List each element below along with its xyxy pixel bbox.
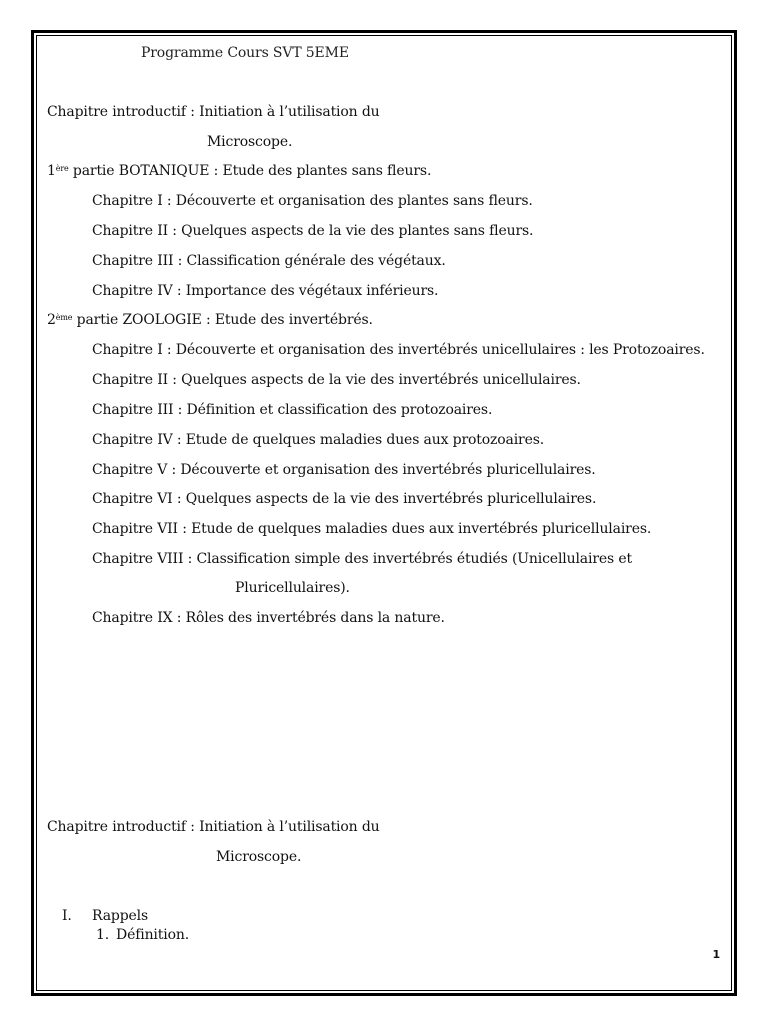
part2-chapter: Chapitre VI : Quelques aspects de la vie des invertébrés pluricellulaires. [92, 491, 597, 507]
part2-chapter: Chapitre VIII : Classification simple des invertébrés étudiés (Unicellulaires et [92, 551, 632, 567]
part2-chapter: Chapitre III : Définition et classification des protozoaires. [92, 402, 493, 418]
part2-heading [47, 311, 373, 329]
intro-chapter-line1: Chapitre introductif : Initiation à l’utilisation du [47, 104, 380, 120]
part1-chapter: Chapitre III : Classification générale des végétaux. [92, 253, 446, 269]
outline-num-label: Définition. [116, 927, 190, 943]
part2-number: 2 [47, 312, 56, 328]
part2-superscript: ème [55, 313, 73, 322]
part2-chapter: Chapitre IX : Rôles des invertébrés dans la nature. [92, 610, 445, 626]
intro-chapter-repeat-line1: Chapitre introductif : Initiation à l’utilisation du [47, 819, 380, 835]
part2-chapter: Chapitre VII : Etude de quelques maladies dues aux invertébrés pluricellulaires. [92, 521, 652, 537]
part1-text: partie BOTANIQUE : Etude des plantes sans fleurs. [68, 163, 432, 179]
outline-num-marker: 1. [96, 927, 110, 943]
part1-chapter: Chapitre I : Découverte et organisation des plantes sans fleurs. [92, 193, 533, 209]
part2-chapter-continuation: Pluricellulaires). [235, 580, 350, 596]
part2-chapter: Chapitre V : Découverte et organisation des invertébrés pluricellulaires. [92, 462, 596, 478]
document-title: Programme Cours SVT 5EME [141, 45, 349, 61]
part1-number: 1 [47, 163, 56, 179]
page-number: 1 [712, 948, 720, 961]
part1-chapter: Chapitre IV : Importance des végétaux inférieurs. [92, 283, 439, 299]
part1-superscript: ère [55, 164, 69, 173]
part2-chapter: Chapitre I : Découverte et organisation des invertébrés unicellulaires : les Protozoaires. [92, 342, 705, 358]
part2-text: partie ZOOLOGIE : Etude des invertébrés. [72, 312, 373, 328]
intro-chapter-repeat-line2: Microscope. [216, 849, 302, 865]
part2-chapter: Chapitre II : Quelques aspects de la vie des invertébrés unicellulaires. [92, 372, 581, 388]
part1-chapter: Chapitre II : Quelques aspects de la vie des plantes sans fleurs. [92, 223, 534, 239]
outline-roman-label: Rappels [92, 908, 149, 924]
intro-chapter-line2: Microscope. [207, 134, 293, 150]
part1-heading [47, 162, 431, 180]
outline-roman-marker: I. [62, 908, 72, 924]
part2-chapter: Chapitre IV : Etude de quelques maladies dues aux protozoaires. [92, 432, 545, 448]
